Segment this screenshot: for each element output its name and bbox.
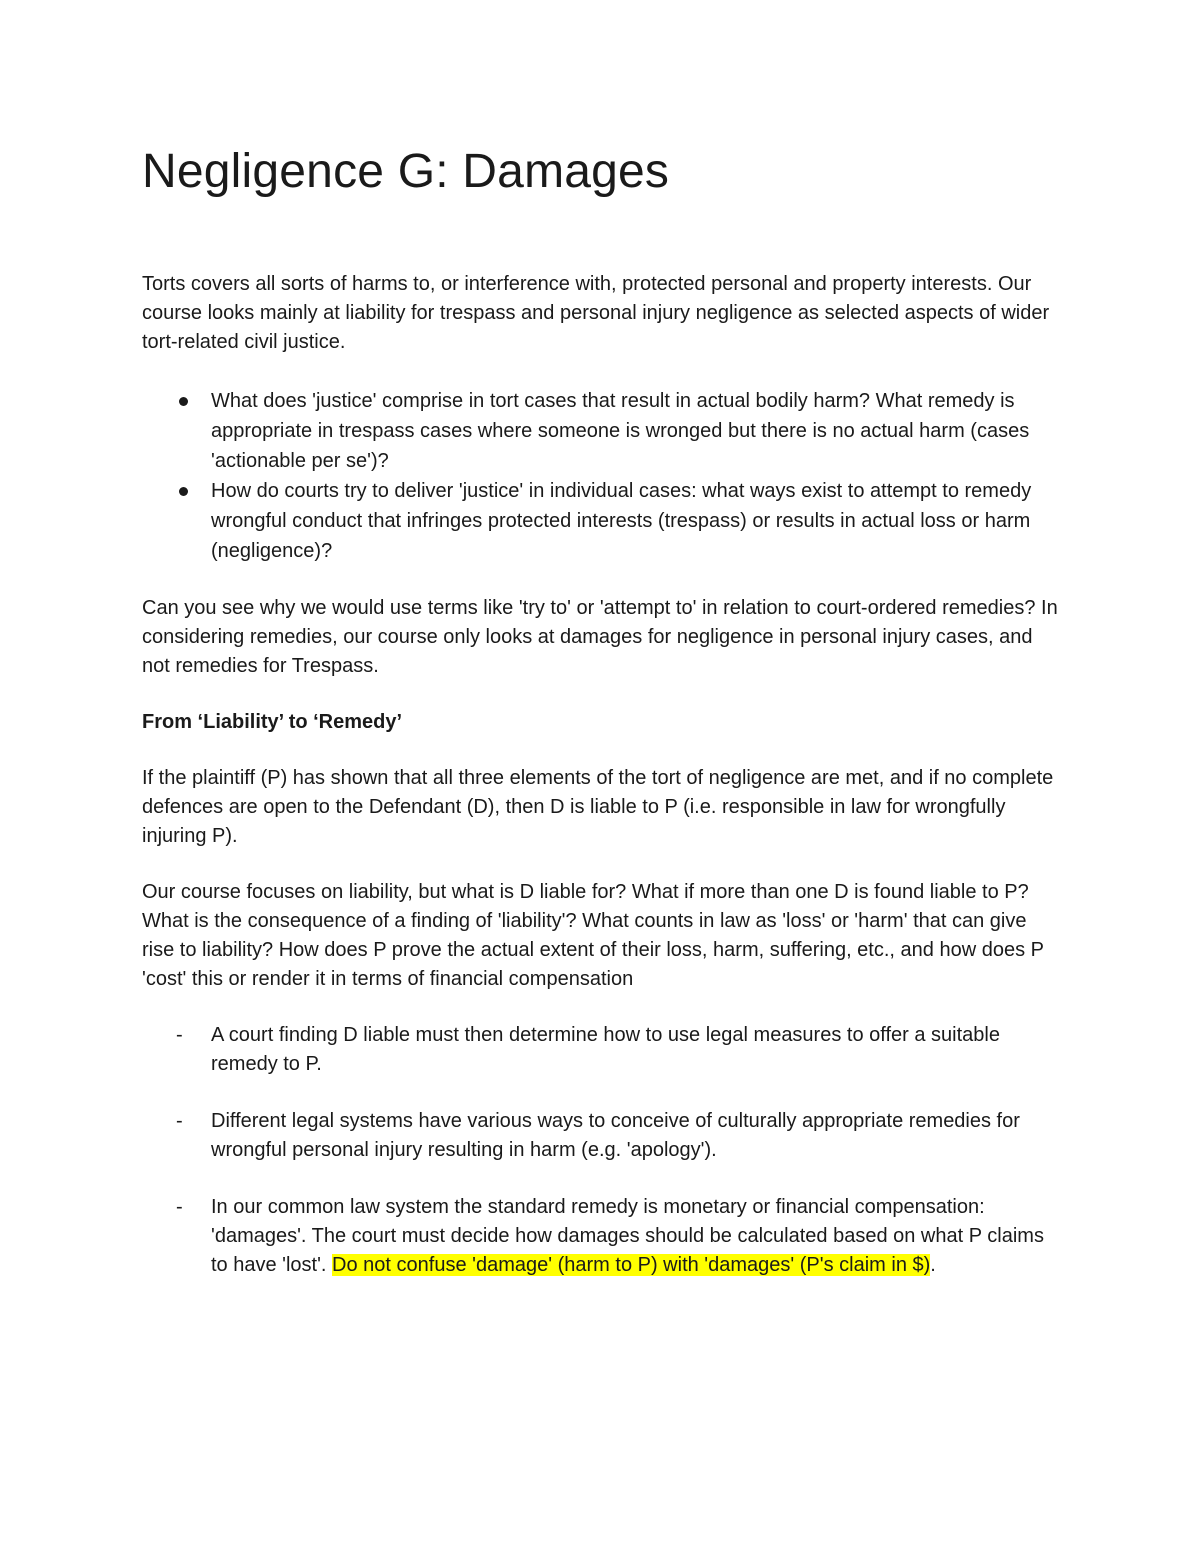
dash-item — [142, 1107, 1062, 1165]
dash-marker: - — [176, 1024, 183, 1046]
remedies-paragraph: Can you see why we would use terms like 'try to' or 'attempt to' in relation to court-ordered remedies? In considering remedies, our course only looks at damages for negligence in personal injury cases, and not remedies for Trespass. — [142, 597, 1058, 677]
dash-trailing: . — [930, 1254, 936, 1276]
document-page — [142, 140, 1062, 1308]
intro-paragraph: Torts covers all sorts of harms to, or interference with, protected personal and property interests. Our course looks mainly at liability for trespass and personal injury negligence as selected aspects of wider tort-related civil justice. — [142, 273, 1050, 353]
bullet-text: What does 'justice' comprise in tort cases that result in actual bodily harm? What remedy is appropriate in trespass cases where someone is wronged but there is no actual harm (cases 'actionable per se')? — [211, 390, 1030, 472]
bullet-item — [142, 476, 1062, 566]
bullet-text: How do courts try to deliver 'justice' in individual cases: what ways exist to attempt to remedy wrongful conduct that infringes protected interests (trespass) or results in actual loss or harm (negligence)? — [211, 480, 1032, 562]
dash-item — [142, 1021, 1062, 1079]
bullet-list — [142, 386, 1062, 566]
dash-item — [142, 1193, 1062, 1280]
bullet-icon — [179, 397, 188, 406]
bullet-item — [142, 386, 1062, 476]
questions-paragraph: Our course focuses on liability, but what is D liable for? What if more than one D is found liable to P? What is the consequence of a finding of 'liability'? What counts in law as 'loss' or 'harm' that can give rise to liability? How does P prove the actual extent of their loss, harm, suffering, etc., and how does P 'cost' this or render it in terms of financial compensation — [142, 881, 1044, 990]
dash-list — [142, 1021, 1062, 1280]
liability-paragraph: If the plaintiff (P) has shown that all three elements of the tort of negligence are met, and if no complete defences are open to the Defendant (D), then D is liable to P (i.e. responsible in law for wrongfully injuring P). — [142, 767, 1054, 847]
dash-text: In our common law system the standard remedy is monetary or financial compensation: 'damages'. The court must decide how damages should be calculated based on what P claims to have 'lost'. — [211, 1196, 1044, 1276]
dash-text: Different legal systems have various ways to conceive of culturally appropriate remedies for wrongful personal injury resulting in harm (e.g. 'apology'). — [211, 1110, 1020, 1161]
section-heading: From ‘Liability’ to ‘Remedy’ — [142, 711, 403, 733]
document-title: Negligence G: Damages — [142, 145, 670, 198]
dash-text: A court finding D liable must then determine how to use legal measures to offer a suitable remedy to P. — [211, 1024, 1000, 1075]
dash-marker: - — [176, 1196, 183, 1218]
highlighted-warning: Do not confuse 'damage' (harm to P) with 'damages' (P's claim in $) — [332, 1254, 931, 1276]
dash-marker: - — [176, 1110, 183, 1132]
bullet-icon — [179, 487, 188, 496]
